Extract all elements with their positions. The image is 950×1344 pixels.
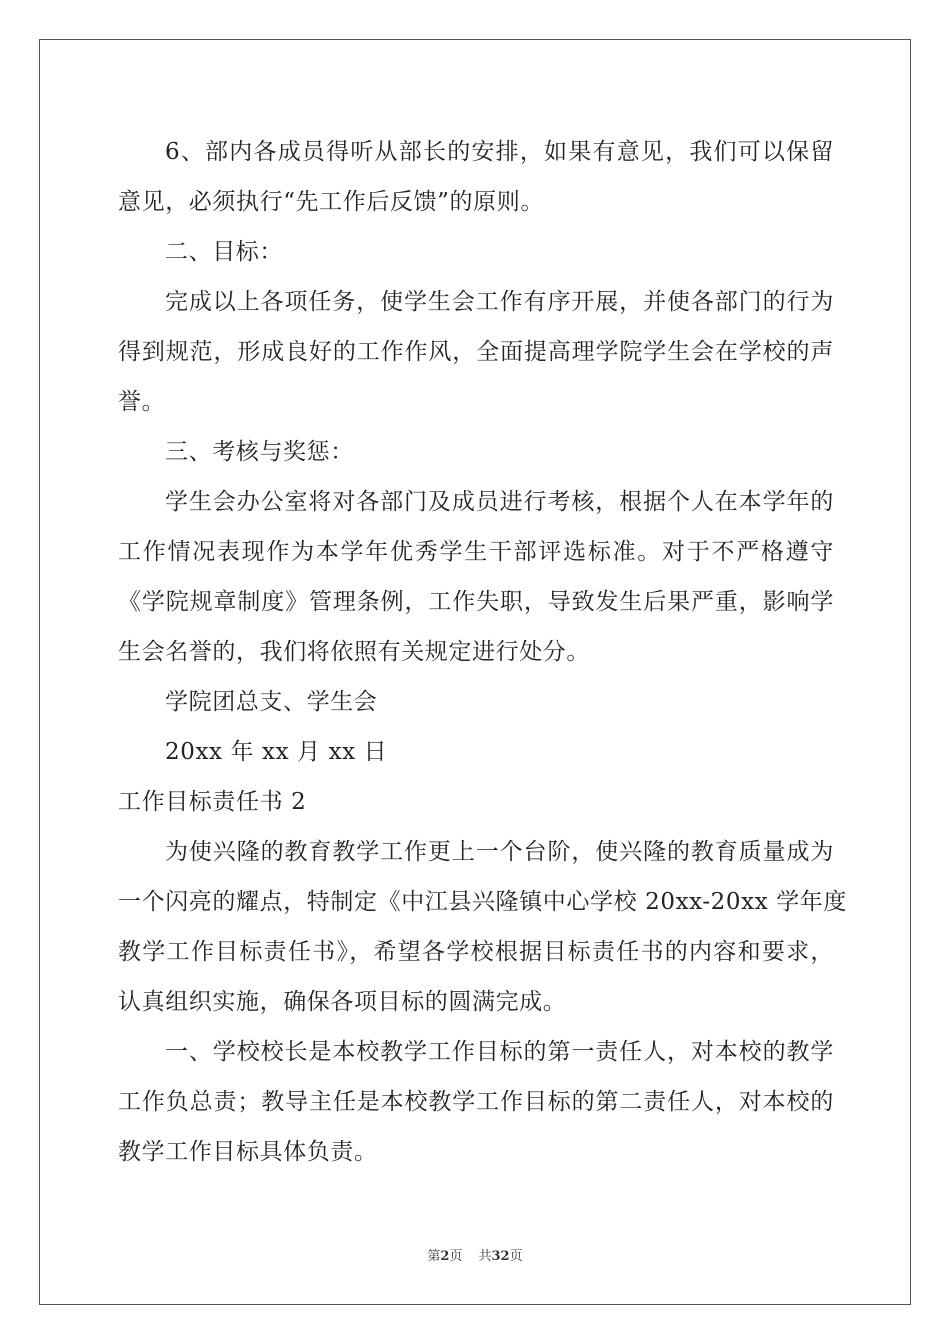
paragraph-line: 《学院规章制度》管理条例，工作失职，导致发生后果严重，影响学	[118, 589, 834, 615]
paragraph-line: 得到规范，形成良好的工作作风，全面提高理学院学生会在学校的声	[118, 339, 834, 365]
paragraph-line: 意见，必须执行“先工作后反馈”的原则。	[118, 189, 544, 215]
page-prefix: 第	[427, 1249, 441, 1264]
document-title: 工作目标责任书 2	[118, 789, 307, 815]
total-prefix: 共	[478, 1249, 492, 1264]
signature-org: 学院团总支、学生会	[165, 689, 378, 715]
paragraph-line: 工作负总责；教导主任是本校教学工作目标的第二责任人，对本校的	[118, 1089, 834, 1115]
paragraph-line: 工作情况表现作为本学年优秀学生干部评选标准。对于不严格遵守	[118, 539, 834, 565]
paragraph-line: 一个闪亮的耀点，特制定《中江县兴隆镇中心学校 20xx-20xx 学年度	[118, 889, 848, 915]
paragraph-line: 学生会办公室将对各部门及成员进行考核，根据个人在本学年的	[165, 489, 834, 515]
page-footer	[0, 1245, 950, 1264]
paragraph-line: 教学工作目标责任书》，希望各学校根据目标责任书的内容和要求，	[118, 939, 834, 965]
paragraph-line: 教学工作目标具体负责。	[118, 1139, 378, 1165]
total-suffix: 页	[509, 1249, 523, 1264]
paragraph-line: 6、部内各成员得听从部长的安排，如果有意见，我们可以保留	[165, 139, 834, 165]
paragraph-line: 认真组织实施，确保各项目标的圆满完成。	[118, 989, 567, 1015]
paragraph-line: 一、学校校长是本校教学工作目标的第一责任人，对本校的教学	[165, 1039, 834, 1065]
paragraph-line: 完成以上各项任务，使学生会工作有序开展，并使各部门的行为	[165, 289, 834, 315]
document-body	[118, 127, 848, 1177]
section-heading: 三、考核与奖惩：	[165, 439, 354, 465]
page-number: 2	[440, 1249, 450, 1264]
paragraph-line: 生会名誉的，我们将依照有关规定进行处分。	[118, 639, 590, 665]
section-heading: 二、目标：	[165, 239, 283, 265]
paragraph-line: 为使兴隆的教育教学工作更上一个台阶，使兴隆的教育质量成为	[165, 839, 834, 865]
total-pages: 32	[491, 1249, 510, 1264]
page-suffix: 页	[449, 1249, 463, 1264]
paragraph-line: 誉。	[118, 389, 166, 415]
signature-date: 20xx 年 xx 月 xx 日	[165, 739, 388, 765]
